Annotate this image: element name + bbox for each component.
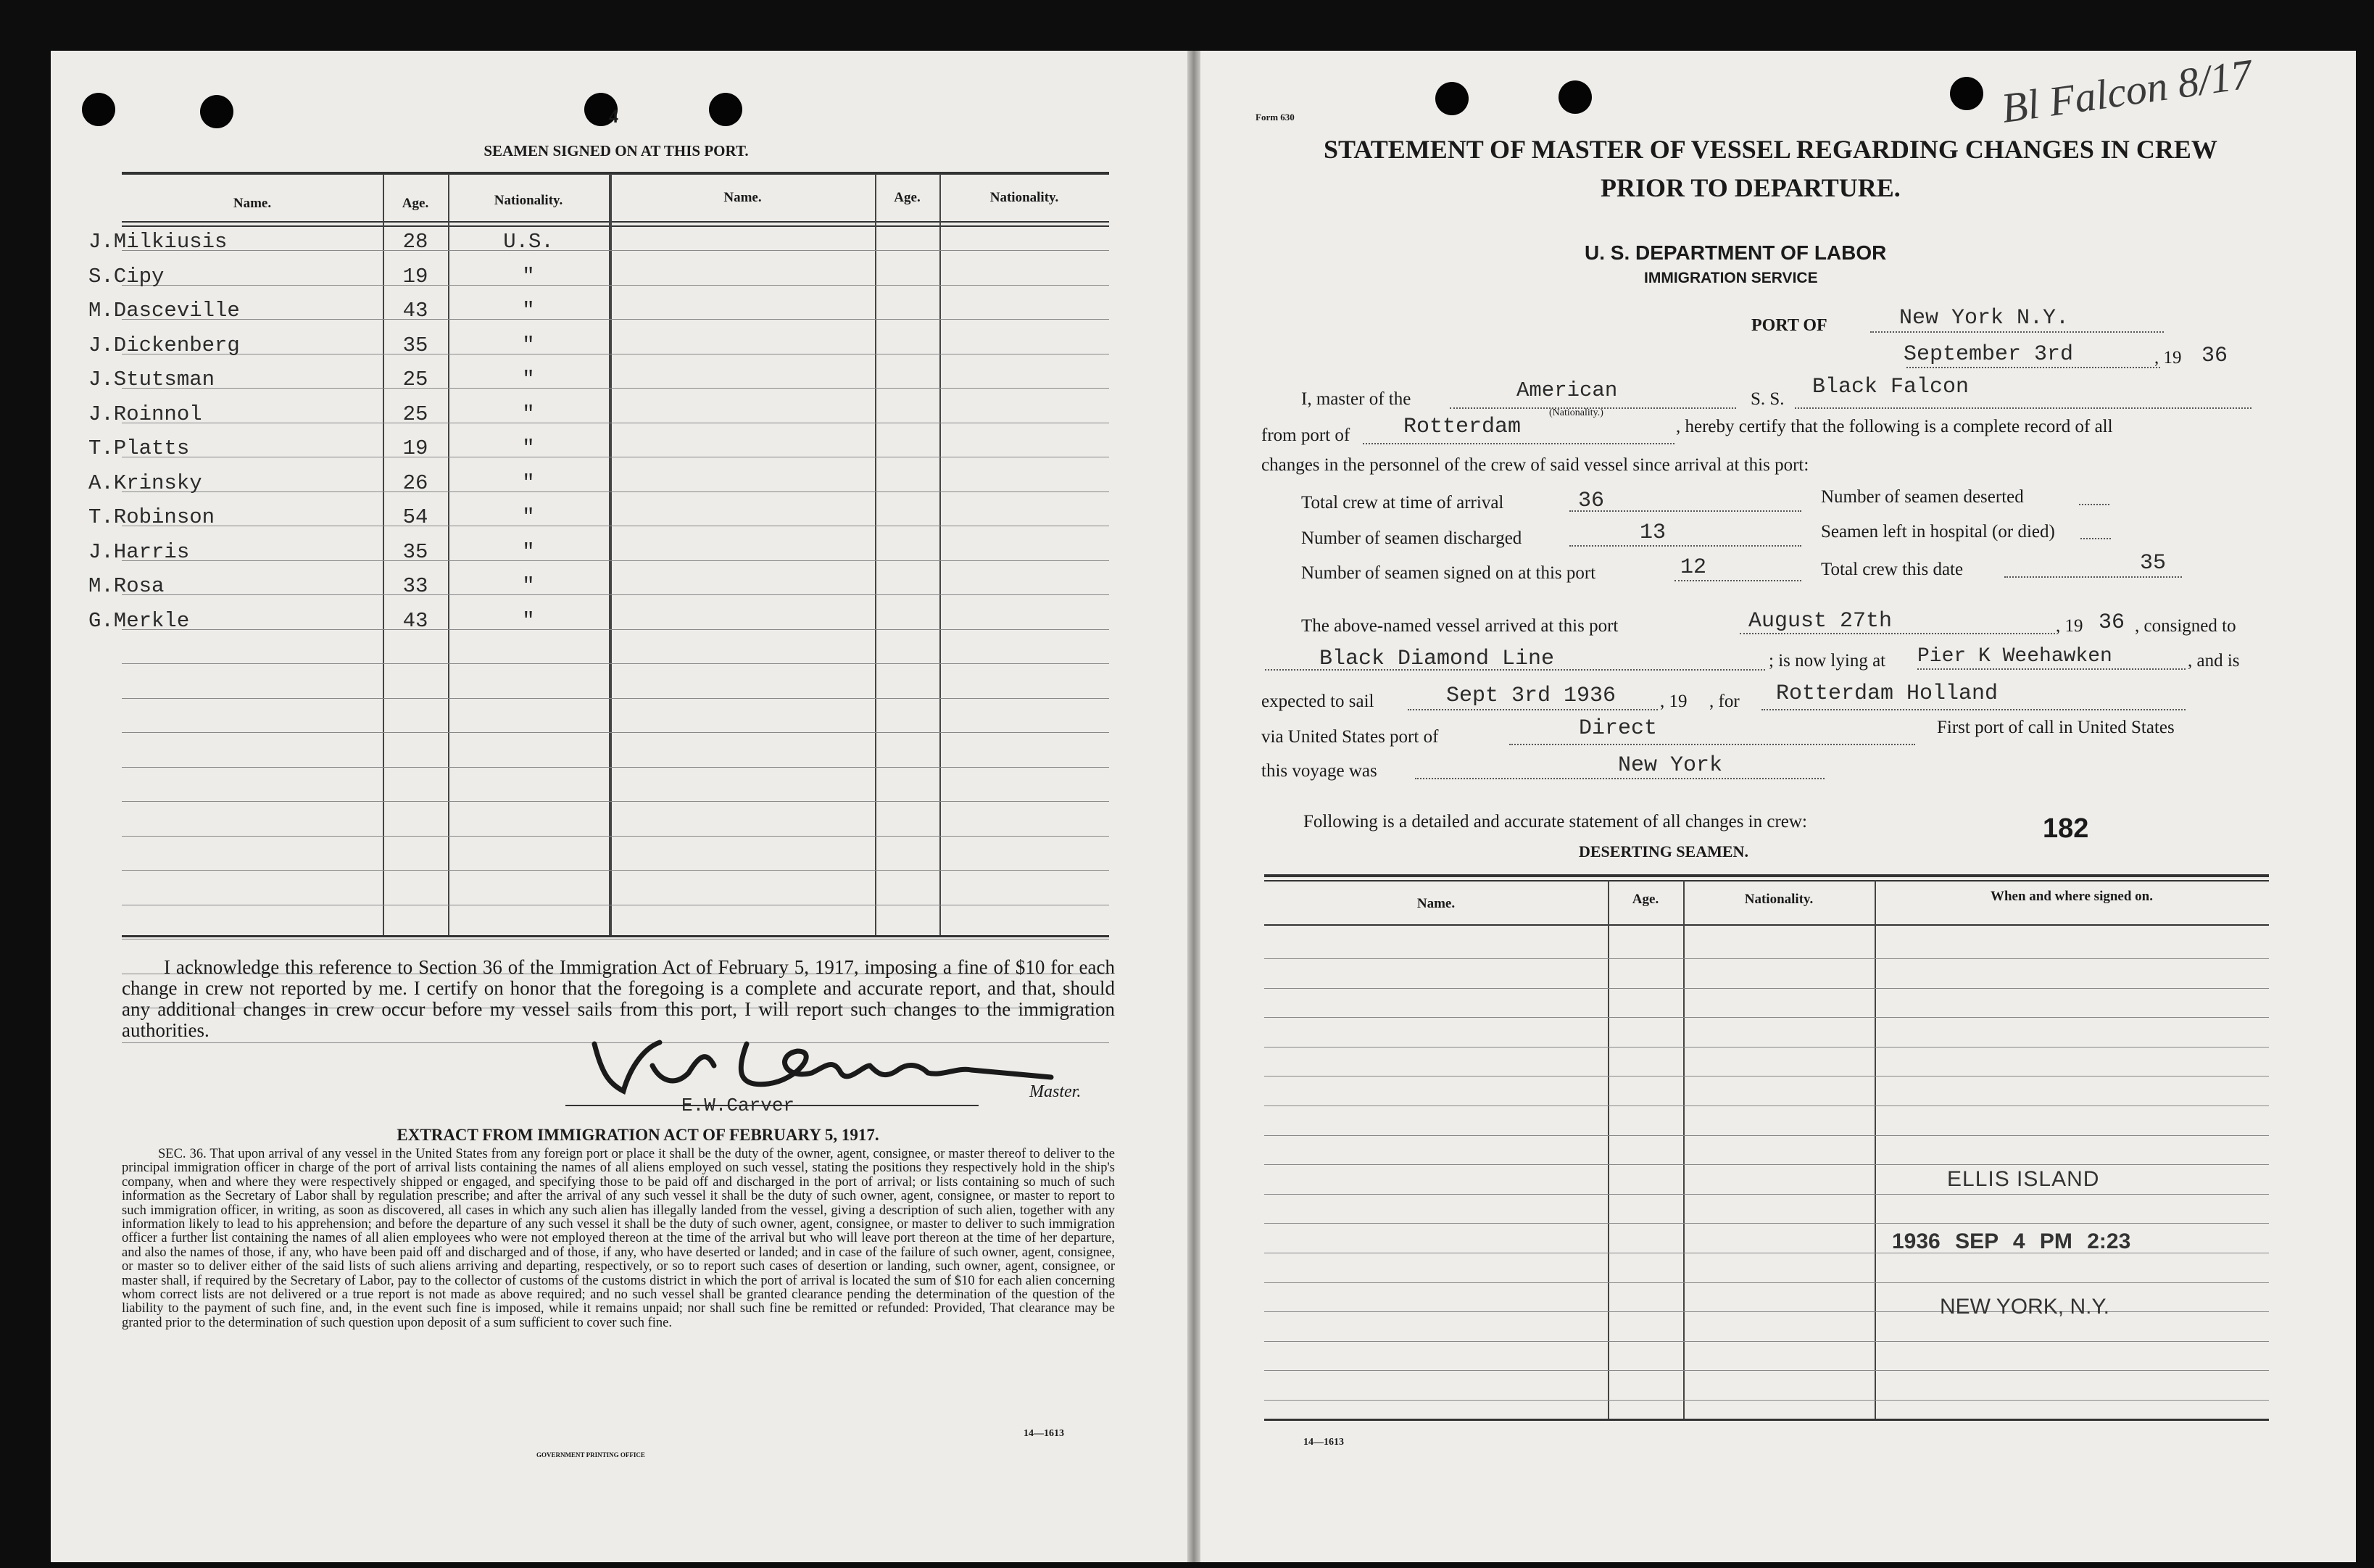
col-header-name-2: Name. [723, 190, 762, 205]
master-signature [580, 1022, 1087, 1102]
table-row-rule [122, 663, 1109, 664]
seaman-name: J.Milkiusis [88, 230, 228, 254]
seaman-age: 35 [402, 333, 428, 357]
signed-on-leader [1674, 580, 1801, 581]
page-number: 4 [609, 106, 618, 127]
deserting-row-rule [1264, 1282, 2269, 1283]
deserted-label: Number of seamen deserted [1821, 487, 2024, 507]
deserted-leader [2079, 504, 2109, 505]
seaman-nationality: " [522, 333, 535, 357]
deserting-bottom-rule [1264, 1419, 2269, 1421]
deserting-row-rule [1264, 1135, 2269, 1136]
expected-year-label: , 19 [1660, 692, 1688, 711]
total-crew-date-label: Total crew this date [1821, 560, 1964, 579]
nationality-value: American [1516, 378, 1618, 402]
seaman-age: 25 [402, 368, 428, 391]
table-row-rule [122, 629, 1109, 630]
table-row-rule [122, 870, 1109, 871]
service: IMMIGRATION SERVICE [1644, 270, 1818, 286]
table-row-rule [122, 801, 1109, 802]
seaman-nationality: " [522, 574, 535, 598]
total-crew-arrival-label: Total crew at time of arrival [1301, 493, 1504, 513]
table-row-rule [122, 732, 1109, 733]
deserting-top-rule-2 [1264, 880, 2269, 882]
seaman-name: M.Dasceville [88, 299, 240, 323]
destination-leader [1761, 709, 2186, 710]
seaman-age: 28 [402, 230, 428, 254]
deserting-row-rule [1264, 1076, 2269, 1077]
seaman-nationality: " [522, 436, 535, 460]
expected-label: expected to sail [1261, 692, 1374, 711]
seaman-age: 25 [402, 402, 428, 426]
table-header-rule [122, 221, 1109, 223]
table-top-rule [122, 172, 1109, 175]
deserting-row-rule [1264, 1047, 2269, 1048]
right-form-code: 14—1613 [1303, 1437, 1344, 1448]
seaman-name: T.Platts [88, 436, 190, 460]
seaman-name: J.Harris [88, 540, 190, 564]
col-header-nationality-2: Nationality. [989, 190, 1059, 205]
deserting-col-name: Name. [1416, 896, 1456, 911]
expected-leader [1408, 709, 1658, 710]
table-row-rule [122, 767, 1109, 768]
master-label: Master. [1029, 1082, 1082, 1101]
form-number: Form 630 [1256, 112, 1295, 123]
punch-hole-icon [1950, 77, 1983, 110]
from-port-leader [1363, 443, 1674, 444]
first-port-label: First port of call in United States [1937, 718, 2175, 737]
table-header-rule-2 [122, 225, 1109, 227]
deserting-row-rule [1264, 1017, 2269, 1018]
deserting-row-rule [1264, 988, 2269, 989]
deserting-col-divider [1875, 880, 1876, 1419]
destination-value: Rotterdam Holland [1776, 681, 1999, 706]
first-port-value: New York [1618, 753, 1723, 778]
via-leader [1509, 744, 1915, 745]
col-divider [609, 174, 612, 935]
deserting-top-rule [1264, 874, 2269, 877]
seaman-name: M.Rosa [88, 574, 165, 598]
acknowledgment-text: I acknowledge this reference to Section 36 of the Immigration Act of February 5, 1917, imposing a fine of $10 for each change in crew not reported by me. I certify on honor that the foregoing is a complete and accurate report, and that, should any additional changes in crew occur before my vessel sails from this port, I will report such changes to the immigration authorities. [122, 956, 1115, 1041]
extract-text: SEC. 36. That upon arrival of any vessel in the United States from any foreign port or place it shall be the duty of the owner, agent, consignee, or master thereof to deliver to the principal immigration officer in charge of the port of arrival lists containing the names of all aliens employed on such vessel, stating the positions they respectively hold in the ship's company, when and where they were respectively shipped or engaged, and specifying those to be paid off and discharged in the port of arrival; or lists containing so much of such information as the Secretary of Labor shall by regulation prescribe; and after the arrival of any such vessel it shall be the duty of such owner, agent, consignee, or master to report to such immigration officer, in writing, as soon as discovered, all cases in which any such alien has illegally landed from the vessel, giving a description of such alien, together with any information likely to lead to his apprehension; and before the departure of any such vessel it shall be the duty of such owner, agent, consignee, or master to deliver to such immigration officer a further list containing the names of all alien employees who were not employed thereon at the time of the arrival but who will leave port thereon at the time of her departure, and also the names of those, if any, who have been paid off and discharged and of those, if any, who have deserted or landed; and in case of the failure of such owner, agent, consignee, or master so to deliver either of the said lists of such aliens arriving and departing, respectively, or so to report such cases of desertion or landing, such owner, agent, consignee, or master shall, if required by the Secretary of Labor, pay to the collector of customs of the customs district in which the port of arrival is located the sum of $10 for each alien concerning whom correct lists are not delivered or a true report is not made as above required; and no such vessel shall be granted clearance pending the determination of the question of the liability to the payment of such fine, and, in the event such fine is imposed, while it remains unpaid; nor shall such fine be remitted or refunded: Provided, That clearance may be granted prior to the determination of such question upon deposit of a sum sufficient to cover such fine. [122, 1147, 1115, 1330]
col-header-nationality: Nationality. [494, 193, 563, 208]
master-of-label: I, master of the [1301, 389, 1411, 409]
stamp-line-1: ELLIS ISLAND [1947, 1167, 2100, 1191]
via-label: via United States port of [1261, 727, 1439, 747]
table-row-rule [122, 594, 1109, 595]
lying-leader [1917, 668, 2186, 670]
seaman-name: S.Cipy [88, 265, 165, 289]
consigned-label: , consigned to [2135, 616, 2236, 636]
left-page [51, 51, 1196, 1562]
deserting-header-rule [1264, 924, 2269, 926]
col-header-age: Age. [402, 196, 429, 211]
stamp-line-2: 1936 SEP 4 PM 2:23 [1892, 1229, 2131, 1253]
left-form-code: 14—1613 [1024, 1428, 1064, 1439]
seaman-age: 54 [402, 505, 428, 529]
arrived-year-prefix: , 19 [2056, 616, 2083, 636]
binding-spine [1187, 51, 1200, 1562]
table-row-rule [122, 388, 1109, 389]
seaman-nationality: " [522, 505, 535, 529]
col-divider [939, 174, 941, 935]
deserting-col-divider [1608, 880, 1609, 1419]
from-port-value: Rotterdam [1403, 415, 1522, 439]
year-prefix: , 19 [2154, 348, 2182, 368]
arrived-label: The above-named vessel arrived at this port [1301, 616, 1619, 636]
section-title: SEAMEN SIGNED ON AT THIS PORT. [483, 142, 749, 159]
discharged-value: 13 [1640, 520, 1667, 545]
deserting-row-rule [1264, 1194, 2269, 1195]
extract-title: EXTRACT FROM IMMIGRATION ACT OF FEBRUARY 5, 1917. [397, 1126, 879, 1144]
seaman-nationality: " [522, 368, 535, 391]
seaman-age: 35 [402, 540, 428, 564]
deserting-title: DESERTING SEAMEN. [1579, 842, 1748, 860]
department: U. S. DEPARTMENT OF LABOR [1585, 241, 1887, 264]
signed-on-label: Number of seamen signed on at this port [1301, 563, 1596, 583]
deserting-row-rule [1264, 958, 2269, 959]
arrived-value: August 27th [1748, 609, 1893, 634]
seaman-nationality: " [522, 609, 535, 633]
hospital-leader [2080, 538, 2111, 539]
discharged-label: Number of seamen discharged [1301, 528, 1522, 548]
certify-text: , hereby certify that the following is a complete record of all [1676, 417, 2113, 436]
deserting-row-rule [1264, 1370, 2269, 1371]
seaman-age: 43 [402, 609, 428, 633]
seaman-nationality: " [522, 299, 535, 323]
total-crew-arrival-value: 36 [1578, 489, 1605, 513]
seaman-name: A.Krinsky [88, 471, 202, 495]
from-port-label: from port of [1261, 426, 1350, 445]
col-header-name: Name. [233, 196, 272, 211]
port-label: PORT OF [1751, 316, 1827, 335]
deserting-row-rule [1264, 1164, 2269, 1165]
date-leader [1906, 367, 2160, 368]
punch-hole-icon [1559, 80, 1592, 114]
seaman-nationality: U.S. [503, 230, 554, 254]
deserting-col-nationality: Nationality. [1744, 892, 1814, 907]
handwritten-note: Bl Falcon 8/17 [1999, 50, 2255, 132]
col-divider [875, 174, 876, 935]
changes-text: changes in the personnel of the crew of said vessel since arrival at this port: [1261, 455, 1809, 475]
table-row-rule [122, 285, 1109, 286]
port-value: New York N.Y. [1899, 306, 2070, 331]
seaman-name: J.Roinnol [88, 402, 202, 426]
stamp-line-3: NEW YORK, N.Y. [1940, 1295, 2109, 1319]
first-port-leader [1415, 778, 1825, 779]
port-leader [1870, 331, 2164, 333]
deserting-row-rule [1264, 1223, 2269, 1224]
total-crew-date-value: 35 [2140, 551, 2167, 576]
seaman-nationality: " [522, 540, 535, 564]
deserting-row-rule [1264, 1341, 2269, 1342]
signed-on-value: 12 [1680, 555, 1707, 580]
and-is-label: , and is [2188, 651, 2240, 671]
this-voyage-label: this voyage was [1261, 761, 1377, 781]
seaman-age: 43 [402, 299, 428, 323]
seaman-name: T.Robinson [88, 505, 215, 529]
lying-label: ; is now lying at [1769, 651, 1886, 671]
punch-hole-icon [82, 93, 115, 126]
ship-leader [1795, 407, 2251, 409]
table-row-rule [122, 491, 1109, 492]
seaman-age: 26 [402, 471, 428, 495]
seaman-nationality: " [522, 402, 535, 426]
table-row-rule [122, 560, 1109, 561]
seaman-age: 19 [402, 436, 428, 460]
ship-name: Black Falcon [1812, 375, 1970, 399]
arrived-year-suffix: 36 [2099, 610, 2125, 635]
seaman-age: 19 [402, 265, 428, 289]
col-header-age-2: Age. [894, 190, 921, 205]
seaman-nationality: " [522, 471, 535, 495]
printer-imprint: GOVERNMENT PRINTING OFFICE [536, 1451, 645, 1459]
expected-value: Sept 3rd 1936 [1446, 684, 1616, 708]
deserting-col-age: Age. [1632, 892, 1659, 907]
seaman-age: 33 [402, 574, 428, 598]
table-row-rule [122, 698, 1109, 699]
deserting-row-rule [1264, 1311, 2269, 1312]
year-suffix: 36 [2201, 344, 2228, 368]
deserting-col-divider [1683, 880, 1685, 1419]
table-row-rule [122, 319, 1109, 320]
following-text: Following is a detailed and accurate statement of all changes in crew: [1303, 812, 1807, 831]
table-bottom-rule [122, 935, 1109, 937]
hospital-label: Seamen left in hospital (or died) [1821, 522, 2055, 542]
seaman-nationality: " [522, 265, 535, 289]
table-row-rule [122, 250, 1109, 251]
form-title-line1: STATEMENT OF MASTER OF VESSEL REGARDING CHANGES IN CREW [1324, 135, 2217, 164]
stamp-number: 182 [2043, 813, 2089, 844]
seaman-name: J.Dickenberg [88, 333, 240, 357]
master-typed-name: E.W.Carver [681, 1095, 795, 1116]
seaman-name: J.Stutsman [88, 368, 215, 391]
for-label: , for [1709, 692, 1740, 711]
ss-label: S. S. [1751, 389, 1785, 409]
deserting-col-when-where: When and where signed on. [1990, 889, 2153, 904]
consignee-value: Black Diamond Line [1319, 647, 1555, 671]
via-value: Direct [1579, 716, 1658, 741]
total-crew-date-leader [2004, 576, 2182, 578]
punch-hole-icon [709, 93, 742, 126]
punch-hole-icon [1435, 82, 1469, 115]
discharged-leader [1569, 545, 1801, 547]
punch-hole-icon [200, 95, 233, 128]
deserting-row-rule [1264, 1400, 2269, 1401]
form-title-line2: PRIOR TO DEPARTURE. [1601, 173, 1901, 202]
lying-value: Pier K Weehawken [1917, 645, 2112, 668]
nationality-caption: (Nationality.) [1549, 407, 1603, 418]
seaman-name: G.Merkle [88, 609, 190, 633]
table-row-rule [122, 836, 1109, 837]
date-value: September 3rd [1904, 342, 2074, 367]
